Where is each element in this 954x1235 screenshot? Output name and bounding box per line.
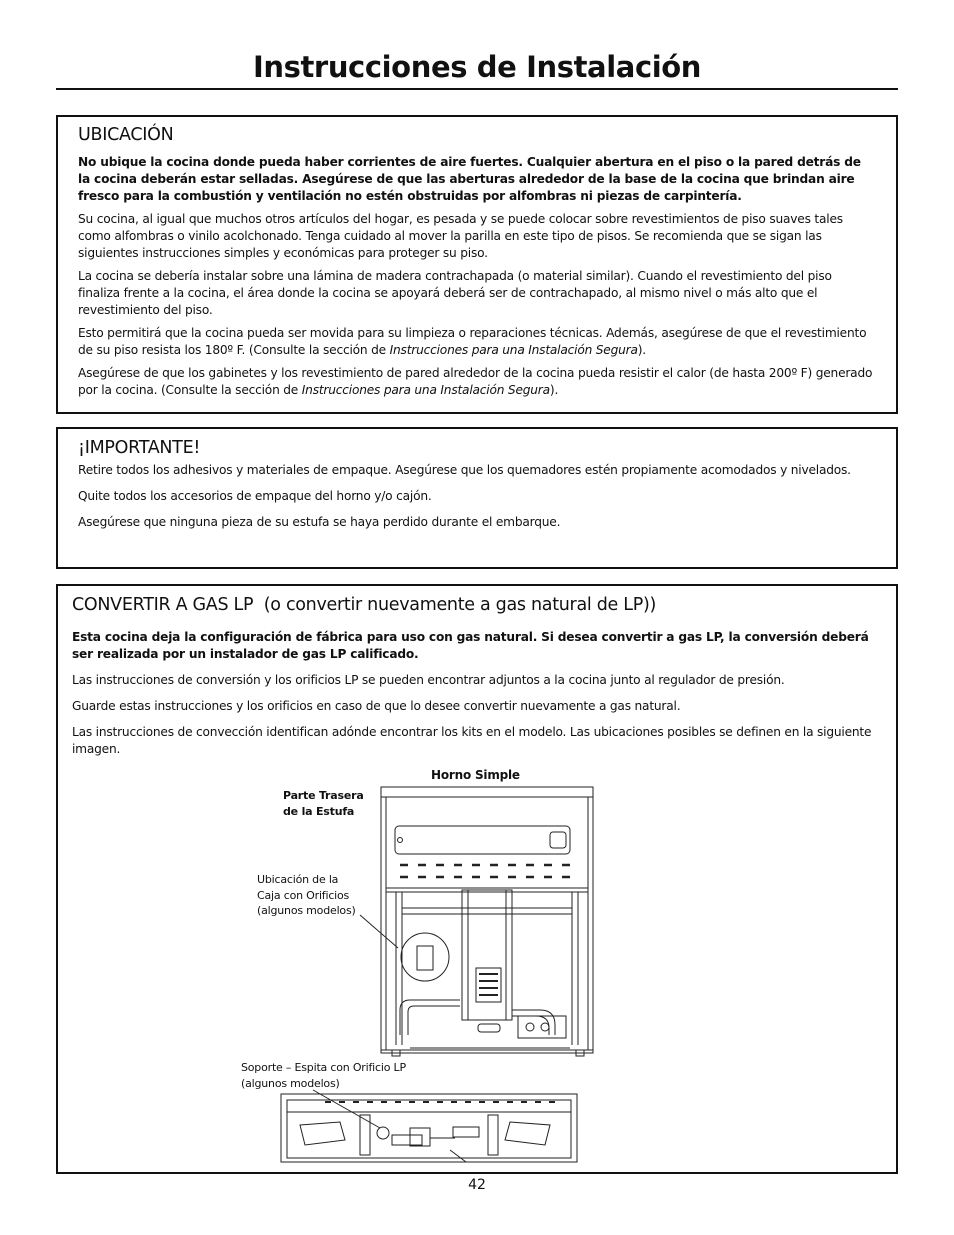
importante-section — [56, 427, 898, 569]
page-number: 42 — [468, 1177, 486, 1193]
ubicacion-para-2: La cocina se debería instalar sobre una lámina de madera contrachapada (o material similar). Cuando el revestimiento del piso finaliza frente a la cocina, el área donde la cocina se apoyará deberá ser de contrachapado, al mismo nivel o más alto que el revestimiento del piso. — [78, 269, 832, 317]
page-title: Instrucciones de Instalación — [252, 50, 702, 84]
convertir-section — [56, 584, 898, 1174]
ubicacion-para-1: Su cocina, al igual que muchos otros artículos del hogar, es pesada y se puede colocar sobre revestimientos de piso suaves tales como alfombras o vinilo acolchonado. Tenga cuidado al mover la parilla en este tipo de pisos. Se recomienda que se sigan las siguientes instrucciones simples y económicas para proteger su piso. — [78, 212, 843, 260]
convertir-warning: Esta cocina deja la configuración de fábrica para uso con gas natural. Si desea convertir a gas LP, la conversión deberá ser realizada por un instalador de gas LP calificado. — [72, 630, 869, 661]
figure-caption: Horno Simple — [431, 768, 520, 782]
importante-para-2: Quite todos los accesorios de empaque del horno y/o cajón. — [78, 489, 432, 503]
bracket-label: Soporte – Espita con Orificio LP (algunos modelos) — [241, 1061, 406, 1090]
importante-para-3: Asegúrese que ninguna pieza de su estufa se haya perdido durante el embarque. — [78, 515, 561, 529]
importante-heading: ¡IMPORTANTE! — [78, 438, 201, 458]
safe-install-reference: Instrucciones para una Instalación Segura — [389, 343, 638, 357]
convertir-para-1: Las instrucciones de conversión y los orificios LP se pueden encontrar adjuntos a la cocina junto al regulador de presión. — [72, 673, 785, 687]
ubicacion-warning: No ubique la cocina donde pueda haber corrientes de aire fuertes. Cualquier abertura en el piso o la pared detrás de la cocina deberán estar selladas. Asegúrese de que las aberturas alrededor de la base de la cocina que brindan aire fresco para la combustión y ventilación no estén obstruidas por alfombras ni piezas de carpintería. — [78, 155, 861, 203]
ubicacion-section — [56, 115, 898, 414]
convertir-para-3: Las instrucciones de convección identifican adónde encontrar los kits en el modelo. Las ubicaciones posibles se definen en la siguiente imagen. — [72, 725, 872, 756]
back-label: Parte Trasera de la Estufa — [283, 789, 364, 818]
ubicacion-heading: UBICACIÓN — [78, 125, 174, 145]
convertir-heading: CONVERTIR A GAS LP (o convertir nuevamente a gas natural de LP)) — [72, 595, 656, 615]
orifice-box-label: Ubicación de la Caja con Orificios (algunos modelos) — [257, 873, 356, 917]
safe-install-reference: Instrucciones para una Instalación Segura — [301, 383, 550, 397]
convertir-para-2: Guarde estas instrucciones y los orificios en caso de que lo desee convertir nuevamente a gas natural. — [72, 699, 681, 713]
importante-para-1: Retire todos los adhesivos y materiales de empaque. Asegúrese que los quemadores estén propiamente acomodados y nivelados. — [78, 463, 851, 477]
ubicacion-para-4: Asegúrese de que los gabinetes y los revestimiento de pared alrededor de la cocina pueda resistir el calor (de hasta 200º F) generado por la cocina. (Consulte la sección de Instrucciones para una Instalación Segura). — [78, 366, 873, 397]
title-rule — [56, 88, 898, 90]
ubicacion-para-3: Esto permitirá que la cocina pueda ser movida para su limpieza o reparaciones técnicas. Además, asegúrese de que el revestimiento de su piso resista los 180º F. (Consulte la sección de Instrucciones para una Instalación Segura). — [78, 326, 867, 357]
